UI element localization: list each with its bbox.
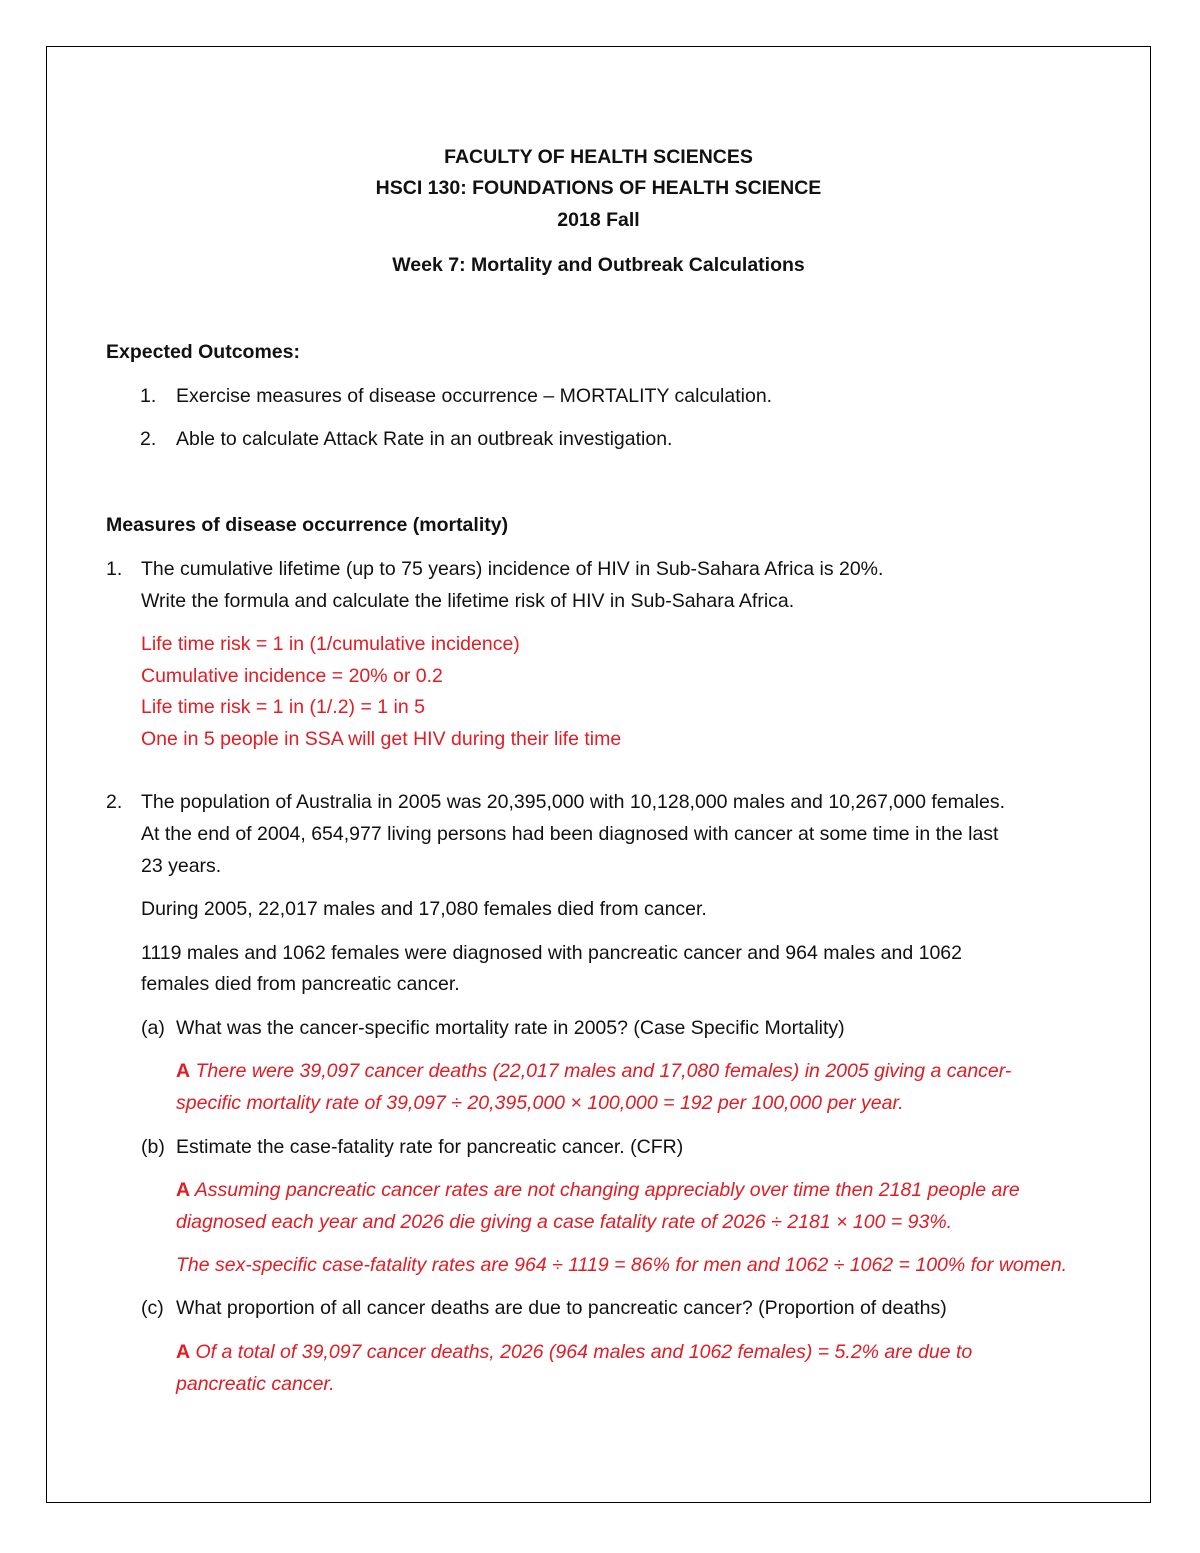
outcomes-heading: Expected Outcomes: xyxy=(106,341,300,363)
answer-line: specific mortality rate of 39,097 ÷ 20,395,000 × 100,000 = 192 per 100,000 per year. xyxy=(176,1092,904,1114)
answer-marker: A xyxy=(176,1060,191,1082)
question-text: Write the formula and calculate the lifetime risk of HIV in Sub-Sahara Africa. xyxy=(141,590,795,612)
outcome-text: Able to calculate Attack Rate in an outbreak investigation. xyxy=(176,428,673,450)
answer-line: The sex-specific case-fatality rates are 964 ÷ 1119 = 86% for men and 1062 ÷ 1062 = 100% for women. xyxy=(176,1254,1068,1276)
term: 2018 Fall xyxy=(557,209,640,231)
answer-text: Of a total of 39,097 cancer deaths, 2026 (964 males and 1062 females) = 5.2% are due to xyxy=(195,1341,973,1363)
outcome-text: Exercise measures of disease occurrence – MORTALITY calculation. xyxy=(176,385,773,407)
subquestion-label: (b) xyxy=(141,1136,165,1158)
subquestion-text: Estimate the case-fatality rate for pancreatic cancer. (CFR) xyxy=(176,1136,684,1158)
subquestion-label: (a) xyxy=(141,1017,165,1039)
question-number: 1. xyxy=(106,558,123,580)
question-number: 2. xyxy=(106,791,123,813)
question-text: 23 years. xyxy=(141,855,222,877)
answer-marker: A xyxy=(176,1179,191,1201)
question-text: During 2005, 22,017 males and 17,080 females died from cancer. xyxy=(141,898,707,920)
subquestion-text: What was the cancer-specific mortality rate in 2005? (Case Specific Mortality) xyxy=(176,1017,845,1039)
week-title: Week 7: Mortality and Outbreak Calculations xyxy=(392,254,805,276)
answer-line: Cumulative incidence = 20% or 0.2 xyxy=(141,665,443,687)
question-text: At the end of 2004, 654,977 living persons had been diagnosed with cancer at some time in the last xyxy=(141,823,999,845)
outcome-number: 2. xyxy=(140,428,157,450)
answer-line: Life time risk = 1 in (1/.2) = 1 in 5 xyxy=(141,696,425,718)
question-text: females died from pancreatic cancer. xyxy=(141,973,460,995)
answer-line: pancreatic cancer. xyxy=(176,1373,335,1395)
answer-line xyxy=(176,1059,1011,1083)
question-text: The cumulative lifetime (up to 75 years) incidence of HIV in Sub-Sahara Africa is 20%. xyxy=(141,558,884,580)
answer-line: Life time risk = 1 in (1/cumulative incidence) xyxy=(141,633,520,655)
course-title: HSCI 130: FOUNDATIONS OF HEALTH SCIENCE xyxy=(375,177,822,199)
answer-line xyxy=(176,1340,972,1364)
answer-line xyxy=(176,1178,1020,1202)
section-heading: Measures of disease occurrence (mortality) xyxy=(106,514,509,536)
question-text: 1119 males and 1062 females were diagnosed with pancreatic cancer and 964 males and 1062 xyxy=(141,942,962,964)
answer-marker: A xyxy=(176,1341,191,1363)
answer-text: There were 39,097 cancer deaths (22,017 males and 17,080 females) in 2005 giving a cancer- xyxy=(195,1060,1012,1082)
question-text: The population of Australia in 2005 was 20,395,000 with 10,128,000 males and 10,267,000 females. xyxy=(141,791,1006,813)
subquestion-text: What proportion of all cancer deaths are due to pancreatic cancer? (Proportion of deaths) xyxy=(176,1297,947,1319)
answer-line: diagnosed each year and 2026 die giving a case fatality rate of 2026 ÷ 2181 × 100 = 93%. xyxy=(176,1211,953,1233)
outcome-number: 1. xyxy=(140,385,157,407)
subquestion-label: (c) xyxy=(141,1297,164,1319)
answer-text: Assuming pancreatic cancer rates are not changing appreciably over time then 2181 people are xyxy=(194,1179,1020,1201)
answer-line: One in 5 people in SSA will get HIV during their life time xyxy=(141,728,622,750)
faculty-title: FACULTY OF HEALTH SCIENCES xyxy=(444,146,753,168)
